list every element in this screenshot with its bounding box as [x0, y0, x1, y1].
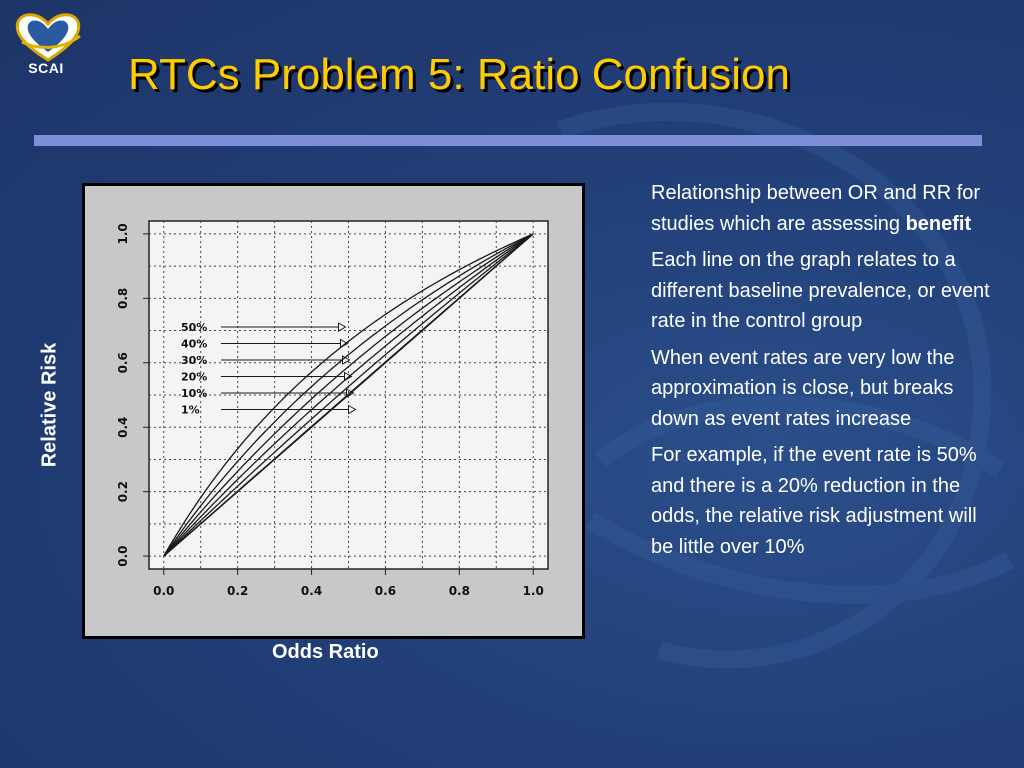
- y-tick-label: 0.2: [116, 481, 130, 503]
- y-tick-label: 0.8: [116, 287, 130, 309]
- y-tick-label: 0.6: [116, 352, 130, 374]
- legend-label: 20%: [181, 370, 208, 384]
- x-tick-label: 1.0: [522, 584, 544, 598]
- paragraph-3: When event rates are very low the approximation is close, but breaks down as event rates increase: [651, 346, 955, 430]
- logo-text: SCAI: [28, 60, 64, 76]
- x-tick-label: 0.8: [448, 584, 470, 598]
- slide-title: RTCs Problem 5: Ratio Confusion: [128, 50, 790, 99]
- y-axis-label: Relative Risk: [38, 342, 61, 468]
- title-divider: [34, 135, 982, 146]
- paragraph-2: Each line on the graph relates to a different baseline prevalence, or event rate in the control group: [651, 249, 990, 332]
- y-tick-label: 1.0: [116, 223, 130, 245]
- or-rr-chart: [85, 186, 582, 636]
- paragraph-1: [651, 178, 991, 239]
- y-tick-label: 0.0: [116, 545, 130, 567]
- explanation-panel: [651, 178, 991, 568]
- y-tick-label: 0.4: [116, 416, 130, 438]
- x-tick-label: 0.4: [300, 584, 323, 598]
- x-tick-label: 0.6: [374, 584, 397, 598]
- paragraph-1-bold: benefit: [905, 212, 972, 235]
- x-axis-label: Odds Ratio: [272, 641, 379, 663]
- x-tick-label: 0.2: [227, 584, 249, 598]
- legend-label: 30%: [181, 354, 208, 367]
- paragraph-1-text: Relationship between OR and RR for studies which are assessing: [651, 182, 981, 235]
- chart-frame: [82, 183, 585, 639]
- legend-label: 40%: [181, 337, 208, 351]
- paragraph-4: For example, if the event rate is 50% and there is a 20% reduction in the odds, the relative risk adjustment will be little over 10%: [651, 444, 977, 558]
- legend-label: 1%: [181, 403, 200, 417]
- legend-label: 50%: [181, 321, 208, 334]
- legend-label: 10%: [181, 387, 208, 400]
- x-tick-label: 0.0: [153, 584, 175, 598]
